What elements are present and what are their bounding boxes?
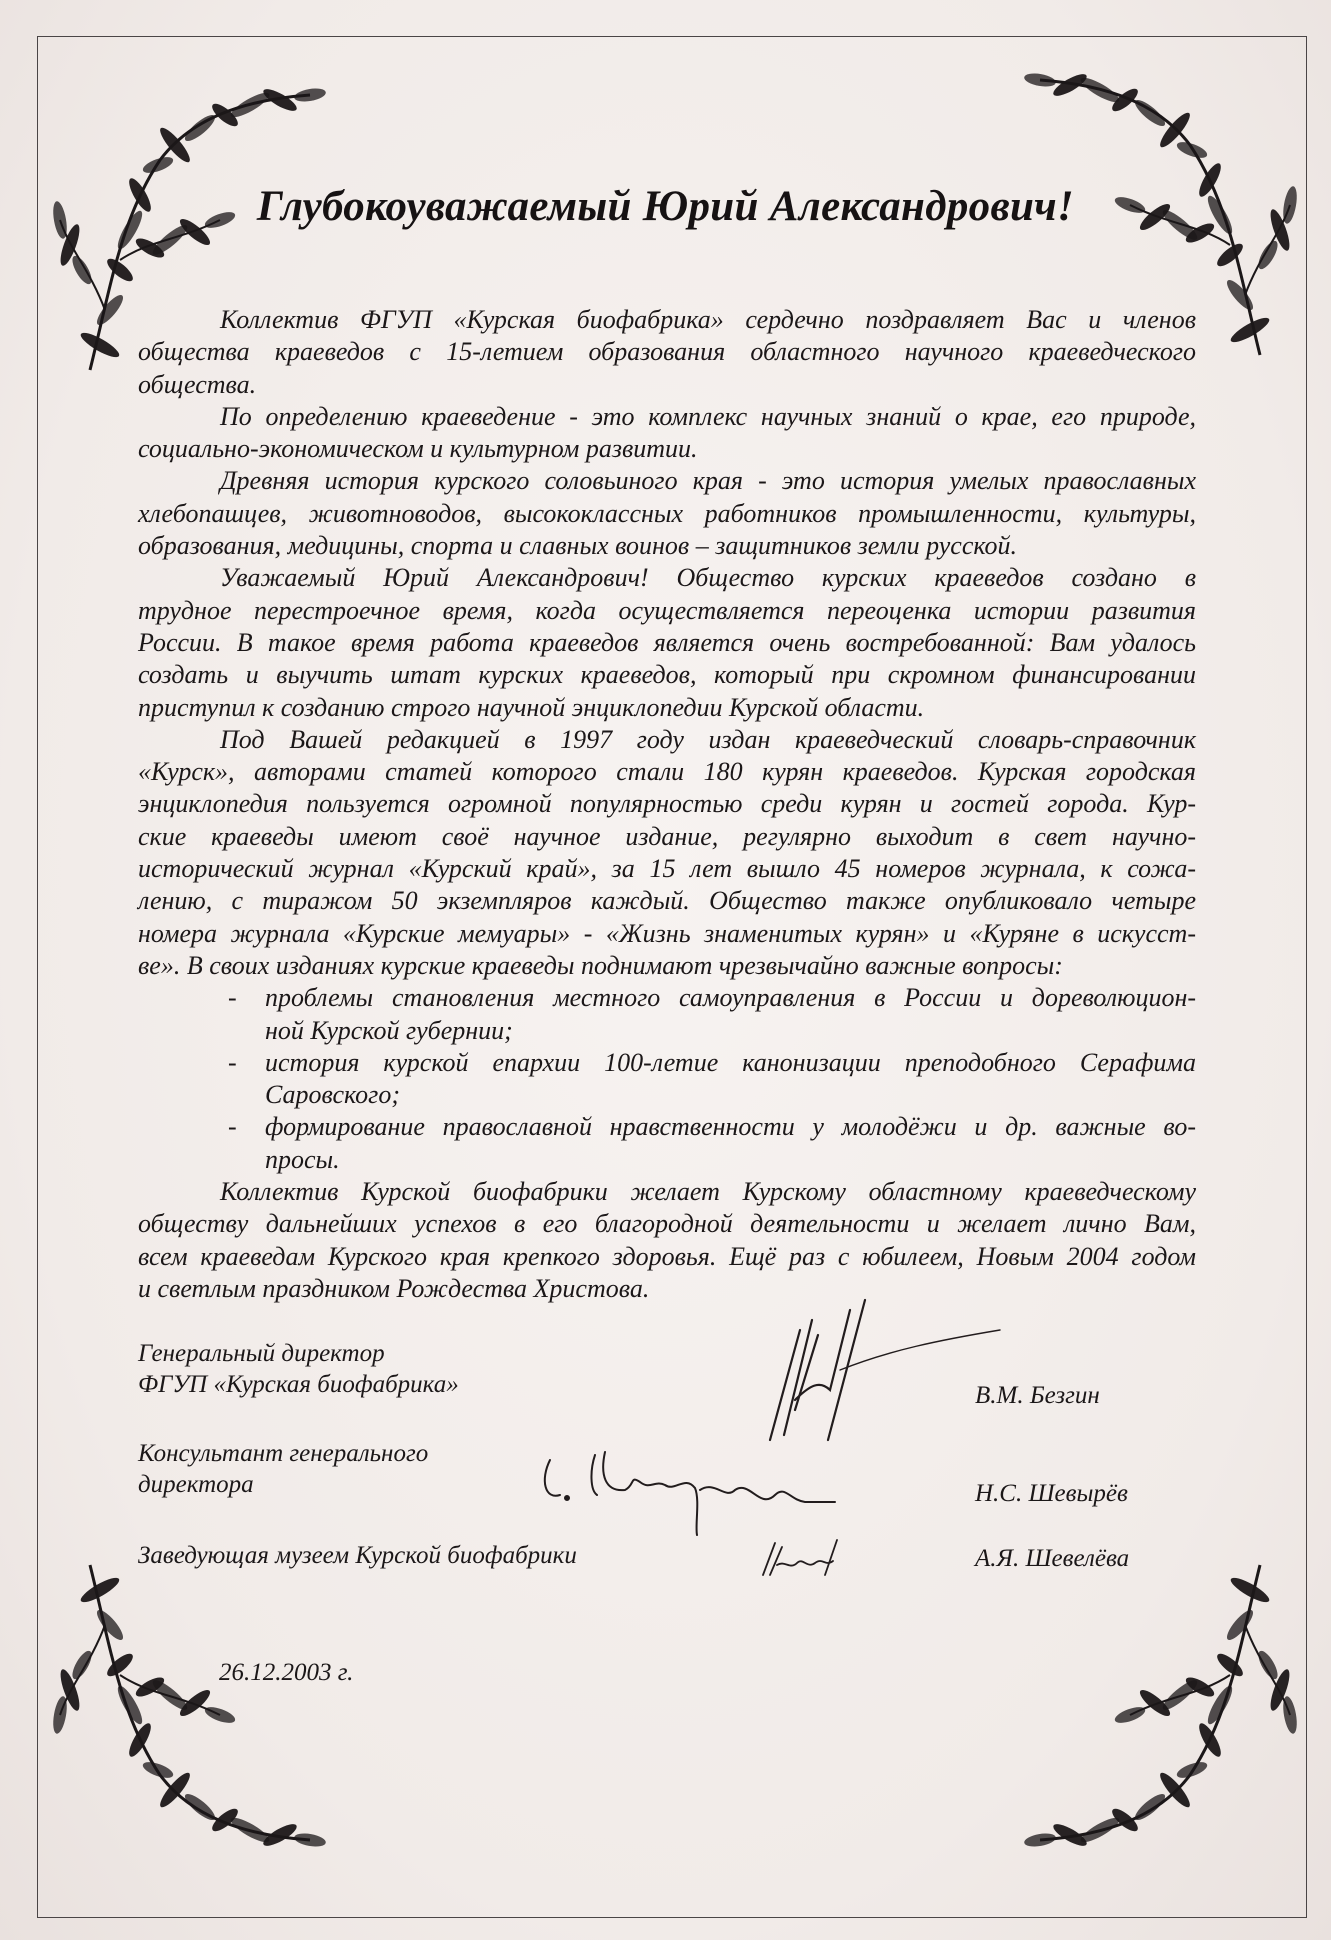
- bullet-text: просы.: [265, 1144, 340, 1174]
- floral-corner-ornament-bottom-right: [1000, 1545, 1300, 1865]
- text-line: Древняя история курского соловьиного края - это история умелых православных: [220, 466, 1196, 496]
- signatory-3-name: А.Я. Шевелёва: [975, 1545, 1130, 1572]
- floral-corner-ornament-bottom-left: [50, 1545, 350, 1865]
- text-line: хлебопашцев, животноводов, высококлассных работников промышленности, культуры,: [138, 498, 1196, 528]
- text-line: исторический журнал «Курский край», за 15 лет вышло 45 номеров журнала, к сожа-: [138, 854, 1196, 884]
- text-line: номера журнала «Курские мемуары» - «Жизнь знаменитых курян» и «Куряне в искусст-: [138, 918, 1196, 948]
- paragraph: [138, 562, 1196, 723]
- text-line: обществу дальнейших успехов в его благородной деятельности и желает лично Вам,: [138, 1209, 1196, 1239]
- letter-date: 26.12.2003 г.: [219, 1659, 354, 1686]
- paragraph: [138, 465, 1196, 562]
- signatory-1-name: В.М. Безгин: [975, 1382, 1100, 1409]
- text-line: трудное перестроечное время, когда осуществляется переоценка истории развития: [138, 595, 1196, 625]
- signatory-2-position: [138, 1438, 428, 1500]
- paragraph: [138, 401, 1196, 466]
- paragraph: [138, 304, 1196, 401]
- text-line: общества краеведов с 15-летием образования областного научного краеведческого: [138, 337, 1196, 367]
- bullet-item: [138, 1111, 1196, 1176]
- letter-salutation: Глубокоуважаемый Юрий Александрович!: [256, 183, 1075, 230]
- text-line: лению, с тиражом 50 экземпляров каждый. Общество также опубликовало четыре: [138, 886, 1196, 916]
- bullet-text: ной Курской губернии;: [265, 1015, 513, 1045]
- text-line: Коллектив ФГУП «Курская биофабрика» сердечно поздравляет Вас и членов: [220, 305, 1196, 334]
- letter-body: [138, 304, 1196, 1305]
- signatory-2-name: Н.С. Шевырёв: [975, 1480, 1128, 1507]
- bullet-line: [138, 982, 1196, 1014]
- text-line: «Курск», авторами статей которого стали 180 курян краеведов. Курская городская: [138, 757, 1196, 787]
- bullet-line: [138, 1015, 1196, 1047]
- bullet-marker: -: [228, 1112, 237, 1142]
- position-line: директора: [138, 1471, 254, 1498]
- position-line: Консультант генерального: [138, 1440, 429, 1467]
- handwritten-signature-director: [700, 1290, 1030, 1450]
- signatory-3-position: [138, 1540, 577, 1571]
- handwritten-signature-consultant: [535, 1440, 895, 1550]
- position-line: ФГУП «Курская биофабрика»: [138, 1371, 459, 1398]
- text-line: и светлым праздником Рождества Христова.: [138, 1273, 650, 1303]
- text-line: Уважаемый Юрий Александрович! Общество курских краеведов создано в: [220, 563, 1196, 593]
- text-line: социально-экономическом и культурном развитии.: [138, 434, 698, 464]
- position-line: Генеральный директор: [138, 1340, 385, 1367]
- text-line: приступил к созданию строго научной энциклопедии Курской области.: [138, 692, 925, 722]
- bullet-text: история курской епархии 100-летие канонизации преподобного Серафима: [265, 1047, 1196, 1077]
- text-line: образования, медицины, спорта и славных воинов – защитников земли русской.: [138, 531, 1018, 561]
- text-line: энциклопедия пользуется огромной популярностью среди курян и гостей города. Кур-: [138, 789, 1196, 819]
- text-line: всем краеведам Курского края крепкого здоровья. Ещё раз с юбилеем, Новым 2004 годом: [138, 1241, 1196, 1271]
- bullet-text: Саровского;: [265, 1080, 400, 1110]
- bullet-marker: -: [228, 983, 237, 1013]
- text-line: создать и выучить штат курских краеведов, который при скромном финансировании: [138, 660, 1196, 690]
- bullet-text: формирование православной нравственности у молодёжи и др. важные во-: [265, 1112, 1196, 1142]
- text-line: Коллектив Курской биофабрики желает Курскому областному краеведческому: [220, 1177, 1196, 1207]
- position-line: Заведующая музеем Курской биофабрики: [138, 1542, 577, 1569]
- text-line: России. В такое время работа краеведов является очень востребованной: Вам удалось: [138, 627, 1196, 657]
- bullet-line: [138, 1111, 1196, 1143]
- bullet-line: [138, 1047, 1196, 1079]
- text-line: По определению краеведение - это комплекс научных знаний о крае, его природе,: [220, 401, 1196, 431]
- text-line: общества.: [138, 369, 257, 399]
- paragraph: [138, 724, 1196, 982]
- paragraph: [138, 1176, 1196, 1305]
- signatory-1-position: [138, 1338, 459, 1400]
- bullet-item: [138, 982, 1196, 1047]
- bullet-line: [138, 1144, 1196, 1176]
- handwritten-signature-museum-head: [755, 1535, 845, 1585]
- text-line: Под Вашей редакцией в 1997 году издан краеведческий словарь-справочник: [220, 724, 1196, 754]
- bullet-text: проблемы становления местного самоуправления в России и дореволюцион-: [265, 983, 1196, 1013]
- bullet-line: [138, 1079, 1196, 1111]
- bullet-marker: -: [228, 1047, 237, 1077]
- text-line: ские краеведы имеют своё научное издание, регулярно выходит в свет научно-: [138, 821, 1196, 851]
- text-line: ве». В своих изданиях курские краеведы поднимают чрезвычайно важные вопросы:: [138, 950, 1063, 980]
- bullet-item: [138, 1047, 1196, 1112]
